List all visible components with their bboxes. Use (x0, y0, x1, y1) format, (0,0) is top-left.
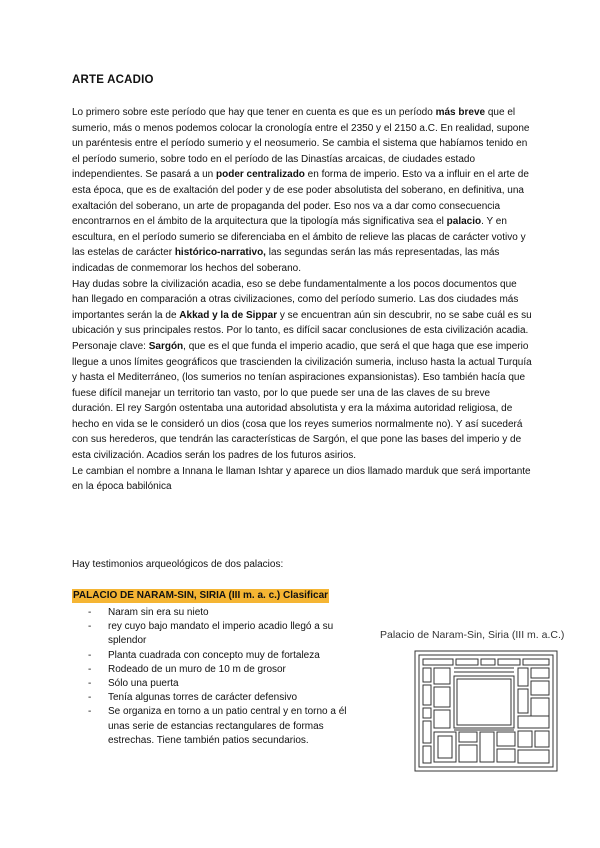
list-item (88, 691, 368, 705)
list-item (88, 606, 368, 620)
feature-list (88, 606, 368, 748)
figure-caption: Palacio de Naram-Sin, Siria (III m. a.C.) (380, 629, 565, 641)
text-run: Lo primero sobre este período que hay que tener en cuenta es que es un período (72, 107, 436, 118)
paragraph (72, 464, 532, 495)
bold-text-run: poder centralizado (216, 169, 305, 181)
paragraph (72, 339, 532, 464)
text-run: Le cambian el nombre a Innana le llaman Ishtar y aparece un dios llamado marduk que será importante en la época babilónica (72, 465, 531, 493)
bold-text-run: histórico-narrativo, (174, 247, 266, 259)
dash-marker: - (88, 678, 92, 690)
paragraph (72, 277, 532, 339)
paragraph (72, 105, 532, 277)
dash-marker: - (88, 621, 92, 633)
list-item (88, 705, 368, 748)
testimonios-line: Hay testimonios arqueológicos de dos palacios: (72, 559, 284, 570)
list-item-text: Naram sin era su nieto (108, 607, 209, 618)
body-text (72, 105, 532, 495)
dash-marker: - (88, 607, 92, 618)
text-run: las segundas serán las más representadas, las más indicadas de conmemorar los hechos del soberano. (72, 247, 500, 274)
list-item-text: Tenía algunas torres de carácter defensivo (108, 692, 297, 704)
list-item-text: Sólo una puerta (108, 678, 179, 690)
text-run: Hay dudas sobre la civilización acadia, eso se debe fundamentalmente a los pocos documentos que han llegado en comparación a otras civilizaciones, como del período sumerio. Las dos ciudades más importantes serán la de (72, 278, 519, 321)
list-item-text: rey cuyo bajo mandato el imperio acadio llegó a su splendor (108, 621, 334, 647)
text-run: . Y en escultura, en el período sumerio se diferenciaba en el ámbito de relieve las placas de carácter votivo y las estelas de carácter (72, 216, 526, 259)
text-run: y se encuentran aún sin descubrir, no se sabe cuál es su ubicación y sus principales restos. Por lo tanto, es difícil sacar conclusiones de esta civilización acadia. (72, 309, 532, 337)
bold-text-run: palacio (446, 216, 482, 228)
list-item-text: Se organiza en torno a un patio central y en torno a él unas serie de estancias rectangulares de formas estrechas. Tiene también patios secundarios. (108, 706, 347, 746)
bold-text-run: más breve (435, 107, 486, 118)
list-item-text: Rodeado de un muro de 10 m de grosor (108, 663, 286, 675)
dash-marker: - (88, 692, 92, 704)
bold-text-run: Akkad y la de Sippar (179, 309, 278, 321)
text-run: Personaje clave: (72, 340, 149, 352)
list-item-text: Planta cuadrada con concepto muy de fortaleza (108, 649, 320, 661)
palace-floor-plan-image (414, 650, 558, 772)
text-run: que el sumerio, más o menos podemos colocar la cronología entre el 2350 y el 2150 a.C. En realidad, supone un paréntesis entre el período sumerio y el neosumerio. Se cambia el sistema que habíamos tenido en el período sumerio, sobre todo en el período de las Dinastías arcaicas, de ciudades estado independientes. Se pasará a un (72, 107, 530, 181)
dash-marker: - (88, 649, 92, 661)
list-item (88, 663, 368, 677)
list-item (88, 677, 368, 691)
page-title: ARTE ACADIO (72, 74, 154, 86)
list-item (88, 620, 368, 648)
list-item (88, 649, 368, 663)
dash-marker: - (88, 706, 92, 718)
dash-marker: - (88, 663, 92, 675)
text-run: en forma de imperio. Esto va a influir en el arte de esta época, que es de exaltación del poder y de ese poder absolutista del soberano, en definitiva, una exaltación del soberano, un arte de propaganda del poder. Eso nos va a dar como consecuencia encontrarnos en el ámbito de la arquitectura que la tipología más significativa sea el (72, 169, 529, 228)
text-run: , que es el que funda el imperio acadio, que será el que haga que ese imperio llegue a unos límites geográficos que trascienden la civilización sumeria, incluso hasta la actual Turquía y hasta el Mediterráneo, (los sumerios no tenían aspiraciones expansionistas). Eso también hacía que fuese difícil manejar un territorio tan vasto, por lo que puede ser una de las claves de su breve duración. El rey Sargón ostentaba una autoridad absolutista y era la máxima autoridad religiosa, de hecho en vida se le consideró un dios (cosa que los reyes sumerios normalmente no). Y así sucederá con sus herederos, que tendrán las características de Sargón, el que pone las bases del imperio y de esta civilización. Acadios serán los padres de los futuros asirios. (72, 340, 532, 462)
section-heading-highlighted: PALACIO DE NARAM-SIN, SIRIA (III m. a. c.) Clasificar (73, 590, 329, 601)
bold-text-run: Sargón (148, 340, 184, 352)
